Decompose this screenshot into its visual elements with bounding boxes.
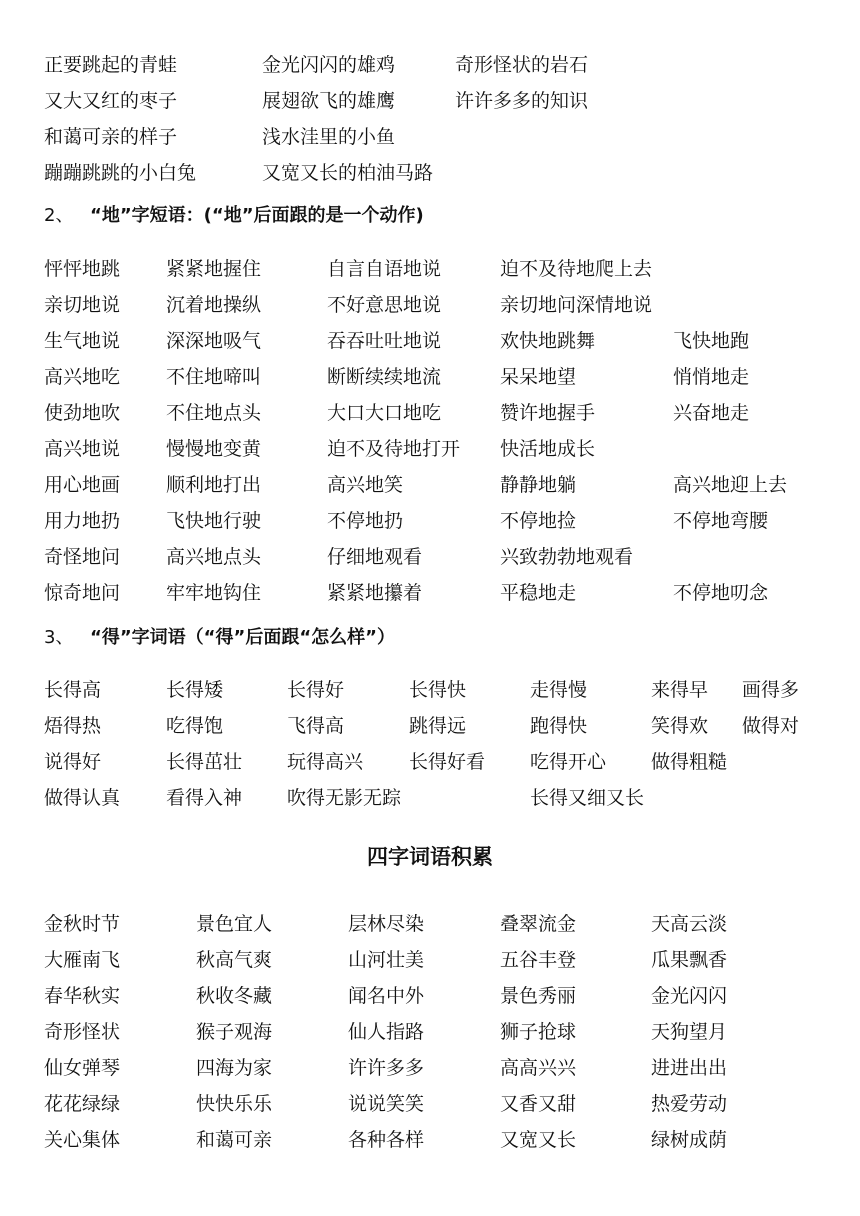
phrase-item: 赞许地握手 (500, 402, 596, 424)
phrase-item: 长得矮 (166, 679, 224, 701)
phrase-item: 景色宜人 (196, 913, 273, 935)
phrase-item: 绿树成荫 (651, 1129, 728, 1151)
phrase-item: 深深地吸气 (166, 330, 262, 352)
phrase-item: 景色秀丽 (500, 985, 577, 1007)
phrase-item: 山河壮美 (348, 949, 425, 971)
section-heading-de-adverbial (44, 202, 424, 230)
four-character-idioms-title: 四字词语积累 (367, 845, 493, 869)
phrase-item: 进进出出 (651, 1057, 728, 1079)
phrase-item: 做得认真 (44, 787, 121, 809)
phrase-item: 仔细地观看 (327, 546, 423, 568)
section-title: “得”字词语（“得”后面跟“怎么样”） (90, 627, 395, 648)
phrase-item: 关心集体 (44, 1129, 121, 1151)
phrase-item: 瓜果飘香 (651, 949, 728, 971)
section-heading-de-complement (44, 624, 395, 652)
phrase-item: 悄悄地走 (673, 366, 750, 388)
phrase-item: 大雁南飞 (44, 949, 121, 971)
phrase-item: 看得入神 (166, 787, 243, 809)
section-title: “地”字短语：(“地”后面跟的是一个动作) (90, 205, 424, 226)
phrase-item: 热爱劳动 (651, 1093, 728, 1115)
phrase-item: 长得好 (287, 679, 345, 701)
phrase-item: 许许多多的知识 (455, 90, 589, 112)
phrase-item: 又香又甜 (500, 1093, 577, 1115)
phrase-item: 平稳地走 (500, 582, 577, 604)
phrase-item: 闻名中外 (348, 985, 425, 1007)
phrase-item: 玩得高兴 (287, 751, 364, 773)
phrase-item: 长得又细又长 (530, 787, 645, 809)
phrase-item: 自言自语地说 (327, 258, 442, 280)
section-number: 3、 (44, 627, 74, 648)
phrase-item: 欢快地跳舞 (500, 330, 596, 352)
phrase-item: 不住地点头 (166, 402, 262, 424)
phrase-item: 跑得快 (530, 715, 588, 737)
phrase-item: 来得早 (651, 679, 709, 701)
phrase-item: 断断续续地流 (327, 366, 442, 388)
phrase-item: 不好意思地说 (327, 294, 442, 316)
phrase-item: 吃得开心 (530, 751, 607, 773)
phrase-item: 吃得饱 (166, 715, 224, 737)
phrase-item: 沉着地操纵 (166, 294, 262, 316)
phrase-item: 用心地画 (44, 474, 121, 496)
phrase-item: 紧紧地握住 (166, 258, 262, 280)
phrase-item: 仙女弹琴 (44, 1057, 121, 1079)
phrase-item: 仙人指路 (348, 1021, 425, 1043)
phrase-item: 高兴地吃 (44, 366, 121, 388)
phrase-item: 各种各样 (348, 1129, 425, 1151)
phrase-item: 兴致勃勃地观看 (500, 546, 634, 568)
phrase-item: 花花绿绿 (44, 1093, 121, 1115)
phrase-item: 跳得远 (409, 715, 467, 737)
phrase-item: 高高兴兴 (500, 1057, 577, 1079)
phrase-item: 快活地成长 (500, 438, 596, 460)
phrase-item: 静静地躺 (500, 474, 577, 496)
phrase-item: 迫不及待地打开 (327, 438, 461, 460)
phrase-item: 奇形怪状的岩石 (455, 54, 589, 76)
phrase-item: 猴子观海 (196, 1021, 273, 1043)
phrase-item: 狮子抢球 (500, 1021, 577, 1043)
phrase-item: 高兴地点头 (166, 546, 262, 568)
phrase-item: 快快乐乐 (196, 1093, 273, 1115)
phrase-item: 不停地叨念 (673, 582, 769, 604)
phrase-item: 不停地捡 (500, 510, 577, 532)
phrase-item: 长得快 (409, 679, 467, 701)
phrase-item: 说说笑笑 (348, 1093, 425, 1115)
phrase-item: 说得好 (44, 751, 102, 773)
phrase-item: 慢慢地变黄 (166, 438, 262, 460)
phrase-item: 又宽又长的柏油马路 (262, 162, 434, 184)
phrase-item: 高兴地说 (44, 438, 121, 460)
phrase-item: 高兴地笑 (327, 474, 404, 496)
phrase-item: 笑得欢 (651, 715, 709, 737)
phrase-item: 做得对 (742, 715, 800, 737)
phrase-item: 金光闪闪的雄鸡 (262, 54, 396, 76)
phrase-item: 吞吞吐吐地说 (327, 330, 442, 352)
phrase-item: 春华秋实 (44, 985, 121, 1007)
phrase-item: 不停地弯腰 (673, 510, 769, 532)
phrase-item: 亲切地问深情地说 (500, 294, 653, 316)
phrase-item: 天狗望月 (651, 1021, 728, 1043)
phrase-item: 长得茁壮 (166, 751, 243, 773)
phrase-item: 生气地说 (44, 330, 121, 352)
phrase-item: 展翅欲飞的雄鹰 (262, 90, 396, 112)
phrase-item: 高兴地迎上去 (673, 474, 788, 496)
phrase-item: 惊奇地问 (44, 582, 121, 604)
phrase-item: 亲切地说 (44, 294, 121, 316)
phrase-item: 奇形怪状 (44, 1021, 121, 1043)
phrase-item: 又宽又长 (500, 1129, 577, 1151)
phrase-item: 天高云淡 (651, 913, 728, 935)
phrase-item: 层林尽染 (348, 913, 425, 935)
phrase-item: 使劲地吹 (44, 402, 121, 424)
phrase-item: 做得粗糙 (651, 751, 728, 773)
phrase-item: 许许多多 (348, 1057, 425, 1079)
phrase-item: 迫不及待地爬上去 (500, 258, 653, 280)
phrase-item: 奇怪地问 (44, 546, 121, 568)
phrase-item: 又大又红的枣子 (44, 90, 178, 112)
phrase-item: 秋收冬藏 (196, 985, 273, 1007)
phrase-item: 飞快地跑 (673, 330, 750, 352)
phrase-item: 五谷丰登 (500, 949, 577, 971)
phrase-item: 不住地啼叫 (166, 366, 262, 388)
section-number: 2、 (44, 205, 74, 226)
phrase-item: 走得慢 (530, 679, 588, 701)
phrase-item: 呆呆地望 (500, 366, 577, 388)
phrase-item: 金秋时节 (44, 913, 121, 935)
phrase-item: 画得多 (742, 679, 800, 701)
phrase-item: 牢牢地钩住 (166, 582, 262, 604)
phrase-item: 吹得无影无踪 (287, 787, 402, 809)
phrase-item: 大口大口地吃 (327, 402, 442, 424)
phrase-item: 长得高 (44, 679, 102, 701)
phrase-item: 飞快地行驶 (166, 510, 262, 532)
phrase-item: 浅水洼里的小鱼 (262, 126, 396, 148)
phrase-item: 不停地扔 (327, 510, 404, 532)
phrase-item: 顺利地打出 (166, 474, 262, 496)
phrase-item: 和蔼可亲的样子 (44, 126, 178, 148)
phrase-item: 用力地扔 (44, 510, 121, 532)
phrase-item: 紧紧地攥着 (327, 582, 423, 604)
phrase-item: 蹦蹦跳跳的小白兔 (44, 162, 197, 184)
phrase-item: 怦怦地跳 (44, 258, 121, 280)
phrase-item: 四海为家 (196, 1057, 273, 1079)
phrase-item: 正要跳起的青蛙 (44, 54, 178, 76)
phrase-item: 秋高气爽 (196, 949, 273, 971)
phrase-item: 焐得热 (44, 715, 102, 737)
phrase-item: 飞得高 (287, 715, 345, 737)
phrase-item: 金光闪闪 (651, 985, 728, 1007)
phrase-item: 兴奋地走 (673, 402, 750, 424)
phrase-item: 叠翠流金 (500, 913, 577, 935)
phrase-item: 和蔼可亲 (196, 1129, 273, 1151)
phrase-item: 长得好看 (409, 751, 486, 773)
